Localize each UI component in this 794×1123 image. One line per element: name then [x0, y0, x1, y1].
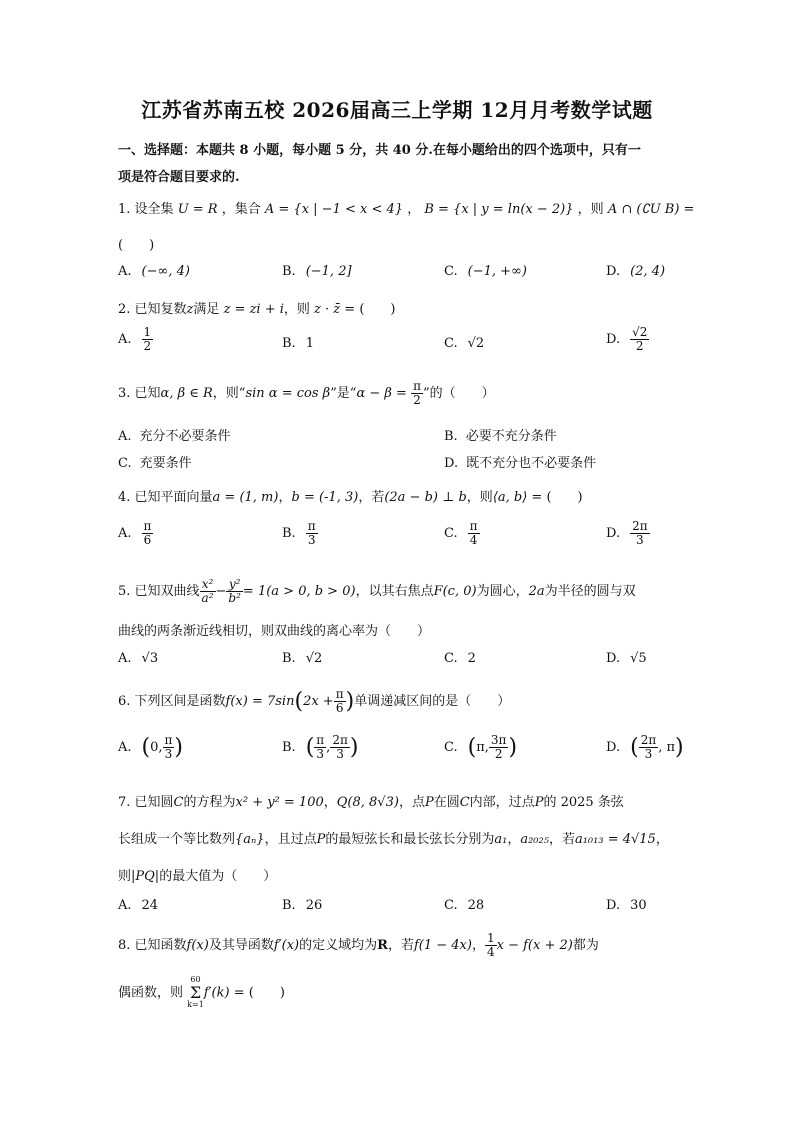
q4-option-a-letter: A. [118, 526, 132, 542]
q5-stem-line2: 曲线的两条渐近线相切，则双曲线的离心率为（ ） [118, 624, 431, 639]
question-7-stem-line3 [118, 865, 276, 884]
q4-option-d-num: 2π [632, 519, 648, 533]
q5-x-num: x² [200, 578, 216, 592]
q4-option-b[interactable] [282, 520, 318, 547]
q8-text-b: 及其导函数 [208, 938, 274, 954]
q5-hyperbola-rest: = 1(a > 0, b > 0) [242, 584, 356, 600]
q6-arg-left: 2x + [303, 694, 334, 710]
q8-text-a: 8. 已知函数 [118, 938, 187, 954]
q5-focus: F(c, 0) [433, 584, 477, 600]
q4-vector-a: a = (1, m) [212, 490, 279, 505]
q7-line2-c: 的最短弦长和最长弦长分别为 [325, 832, 495, 847]
q6-option-a-left: 0, [150, 740, 163, 756]
q8-sum-sigma: Σ [189, 982, 202, 1002]
q1-expression: A ∩ (∁U B) = [607, 202, 695, 217]
q4-text-b: ，若 [358, 490, 385, 505]
q2-text-a: 2. 已知复数 [118, 302, 187, 317]
question-8-stem-line2 [118, 976, 285, 1010]
q5-y-num: y² [226, 578, 243, 592]
page-title: 江苏省苏南五校 2026届高三上学期 12月月考数学试题 [141, 98, 653, 122]
q5-options [118, 651, 678, 691]
q8-sum-symbol [187, 976, 204, 1010]
q6-option-c-fraction [489, 734, 509, 761]
q2-option-d-fraction [630, 326, 649, 353]
q5-option-d-value: √5 [630, 651, 647, 666]
q1-mid1: ，集合 [221, 202, 261, 217]
q1-answer-blank: ( ) [118, 238, 155, 253]
q8-sum-top: 60 [190, 975, 201, 984]
q1-option-a-letter: A. [118, 264, 132, 279]
q6-arg-fraction [334, 688, 346, 715]
q8-sum-body: f′(k) = [203, 985, 245, 1001]
q4-option-d-letter: D. [606, 526, 621, 542]
q7-point-q: Q(8, 8√3) [336, 795, 399, 810]
q7-option-a-letter: A. [118, 898, 132, 913]
question-7-stem-line1 [118, 791, 624, 810]
q7-option-c[interactable] [444, 898, 484, 913]
q2-answer-blank: ( ) [359, 302, 396, 317]
q6-option-b-lparen: ( [305, 735, 315, 761]
q7-option-d-letter: D. [606, 898, 621, 913]
q6-option-d-den: 3 [644, 747, 653, 762]
q4-option-c-num: π [469, 519, 478, 533]
q8-sum-bottom: k=1 [187, 999, 204, 1009]
q2-option-c-value: √2 [467, 336, 485, 351]
q6-function: f(x) = 7sin [225, 694, 295, 710]
q1-option-c[interactable] [444, 264, 527, 279]
q2-option-b-value: 1 [305, 336, 314, 351]
q6-option-a-lparen: ( [141, 735, 151, 761]
q4-option-b-num: π [307, 519, 316, 533]
q6-option-a-num: π [164, 733, 173, 747]
q6-option-d-rparen: ) [675, 735, 684, 761]
q7-line3-b: 的最大值为（ ） [159, 869, 277, 884]
q3-option-d-letter: D. [444, 456, 459, 471]
q3-cond2-num: π [413, 379, 421, 393]
q6-option-c-left: π, [476, 740, 489, 756]
q3-option-c[interactable] [118, 452, 192, 471]
q6-option-b-num1: π [316, 733, 325, 747]
q4-comma: ， [278, 490, 292, 505]
q3-option-a-letter: A. [118, 429, 132, 444]
q6-option-d[interactable] [606, 734, 684, 761]
q2-text-b: 满足 [193, 302, 220, 317]
q8-comma: ， [471, 938, 485, 954]
q7-option-c-value: 28 [467, 898, 485, 913]
q6-right-paren: ) [345, 689, 355, 715]
q8-g1: f(1 − 4x) [413, 938, 472, 954]
q7-text-d: 在圆 [433, 795, 460, 810]
section-instruction-line2: 项是符合题目要求的. [118, 170, 240, 185]
q6-option-c-num: 3π [490, 733, 507, 747]
q5-option-d[interactable] [606, 651, 647, 666]
question-6-stem [118, 688, 510, 715]
q2-z: z [186, 302, 194, 317]
q3-cond2-fraction [411, 380, 423, 407]
q2-option-b[interactable] [282, 336, 314, 351]
q3-option-b[interactable] [444, 425, 557, 444]
q6-option-b-rparen: ) [349, 735, 359, 761]
q1-set-b: B = {x | y = ln(x − 2)} [424, 202, 574, 217]
q5-option-c-letter: C. [444, 651, 458, 666]
q7-text-a: 7. 已知圆 [118, 795, 174, 810]
q5-option-b-letter: B. [282, 651, 296, 666]
q5-option-b[interactable] [282, 651, 322, 666]
q8-fraction [485, 932, 497, 959]
q2-option-d[interactable] [606, 326, 649, 353]
q7-circle-c: C [173, 795, 184, 810]
q6-arg-den: 6 [335, 701, 344, 716]
q7-line2-b: ，且过点 [264, 832, 317, 847]
q7-a1: a₁ [494, 832, 508, 847]
q6-option-d-right: , π [658, 740, 676, 756]
q3-text-a: 3. 已知 [118, 386, 161, 402]
q7-option-b[interactable] [282, 898, 322, 913]
q7-a2025: a₂₀₂₅ [520, 832, 549, 847]
q6-option-a-rparen: ) [174, 735, 184, 761]
q5-y-den: b² [228, 591, 241, 606]
q7-text-f: 的 2025 条弦 [543, 795, 624, 810]
q3-cond1: sin α = cos β [245, 386, 331, 402]
q2-text-c: ，则 [283, 302, 310, 317]
q3-text-d: ”的（ ） [422, 386, 495, 402]
q3-cond2-left: α − β = [356, 386, 407, 402]
q7-comma: ， [323, 795, 337, 810]
q2-option-a[interactable] [118, 326, 153, 353]
q7-point-p-2: P [534, 795, 544, 810]
q4-condition: (2a − b) ⊥ b [384, 490, 467, 505]
q6-option-b-fraction1 [314, 734, 326, 761]
q2-option-a-letter: A. [118, 332, 132, 348]
q8-text-c: 的定义域均为 [299, 938, 378, 954]
question-1-stem [118, 198, 694, 217]
q5-radius: 2a [528, 584, 545, 600]
q6-option-c-letter: C. [444, 740, 458, 756]
q4-option-c-den: 4 [469, 533, 478, 548]
q8-f: f(x) [186, 938, 209, 954]
q4-option-d[interactable] [606, 520, 650, 547]
q6-option-b-den2: 3 [336, 747, 344, 762]
q1-option-a-value: (−∞, 4) [141, 264, 190, 279]
q3-text-b: ，则“ [212, 386, 246, 402]
q6-options [118, 733, 684, 774]
q1-mid2: ，则 [577, 202, 604, 217]
q5-text-b: ，以其右焦点 [355, 584, 434, 600]
q7-option-b-value: 26 [305, 898, 323, 913]
q7-option-d[interactable] [606, 898, 647, 913]
q3-option-d-value: 既不充分也不必要条件 [466, 456, 597, 471]
q1-option-c-value: (−1, +∞) [467, 264, 527, 279]
q6-option-b-fraction2 [330, 734, 350, 761]
q6-option-b-letter: B. [282, 740, 296, 756]
q3-option-c-letter: C. [118, 456, 132, 471]
q1-option-d[interactable] [606, 264, 665, 279]
q7-line2-d: ，若 [548, 832, 575, 847]
q1-prefix: 1. 设全集 [118, 202, 174, 217]
q3-option-c-value: 充要条件 [139, 456, 192, 471]
q2-expression: z · z̄ = [314, 302, 356, 317]
q5-x-den: a² [201, 591, 214, 606]
q4-option-b-fraction [306, 520, 318, 547]
q6-option-b-den1: 3 [316, 747, 325, 762]
q7-equation: x² + y² = 100 [235, 795, 324, 810]
q5-y-fraction [226, 578, 243, 605]
q6-text-a: 6. 下列区间是函数 [118, 694, 226, 710]
q7-option-c-letter: C. [444, 898, 458, 913]
q7-option-a-value: 24 [141, 898, 159, 913]
q2-option-d-den: 2 [635, 339, 644, 354]
q4-option-d-fraction [630, 520, 650, 547]
q3-text-c: ”是“ [330, 386, 357, 402]
q1-universal-set: U = R [177, 202, 218, 217]
q6-option-c-den: 2 [494, 747, 503, 762]
q6-option-c[interactable] [444, 734, 517, 761]
q2-option-b-letter: B. [282, 336, 296, 351]
question-2-stem [118, 298, 395, 317]
q2-option-d-num: √2 [632, 325, 648, 339]
q6-option-d-num: 2π [640, 733, 657, 747]
q6-option-a[interactable] [118, 734, 183, 761]
q5-text-c: 为圆心， [476, 584, 529, 600]
q5-x-fraction [200, 578, 216, 605]
q6-option-d-fraction [639, 734, 659, 761]
q8-reals: R [377, 938, 388, 954]
q4-option-a-fraction [142, 520, 154, 547]
q3-vars: α, β ∈ R [160, 386, 213, 402]
q5-minus: − [215, 584, 227, 600]
q4-option-b-den: 3 [307, 533, 316, 548]
question-5-stem-line1 [118, 578, 636, 605]
q7-point-p-3: P [316, 832, 326, 847]
q6-option-d-letter: D. [606, 740, 621, 756]
q4-option-a-num: π [143, 519, 152, 533]
question-3-stem [118, 380, 495, 407]
q6-text-b: 单调递减区间的是（ ） [354, 694, 511, 710]
q4-option-d-den: 3 [636, 533, 644, 548]
q4-option-c-fraction [468, 520, 480, 547]
q1-comma: ， [407, 202, 421, 217]
q6-left-paren: ( [294, 689, 304, 715]
q2-option-a-fraction [142, 326, 154, 353]
q6-option-c-lparen: ( [467, 735, 477, 761]
q2-option-d-letter: D. [606, 332, 621, 348]
q6-arg-num: π [335, 687, 344, 701]
q2-option-a-den: 2 [143, 339, 152, 354]
q4-options [118, 520, 678, 560]
q8-answer-blank: ( ) [248, 985, 285, 1001]
q4-option-a[interactable] [118, 520, 153, 547]
q3-option-a[interactable] [118, 425, 231, 444]
q4-option-b-letter: B. [282, 526, 296, 542]
q3-option-b-letter: B. [444, 429, 458, 444]
q8-line2-a: 偶函数，则 [118, 985, 184, 1001]
q1-set-a: A = {x | −1 < x < 4} [264, 202, 404, 217]
section-instruction-line1: 一、选择题：本题共 8 小题，每小题 5 分，共 40 分.在每小题给出的四个选项中，只有一 [118, 143, 641, 158]
q3-option-b-value: 必要不充分条件 [465, 429, 557, 444]
q5-text-a: 5. 已知双曲线 [118, 584, 200, 600]
q8-text-e: 都为 [572, 938, 599, 954]
q8-fprime: f′(x) [273, 938, 300, 954]
q7-option-a[interactable] [118, 898, 158, 913]
q8-g2: x − f(x + 2) [496, 938, 573, 954]
q1-option-b-letter: B. [282, 264, 296, 279]
q6-option-a-fraction [163, 734, 175, 761]
q1-option-c-letter: C. [444, 264, 458, 279]
q5-option-c-value: 2 [467, 651, 476, 666]
q8-frac-num: 1 [486, 931, 495, 945]
q7-line2-a: 长组成一个等比数列 [118, 832, 236, 847]
q7-text-c: ，点 [398, 795, 425, 810]
q7-option-b-letter: B. [282, 898, 296, 913]
q4-expression: ⟨a, b⟩ = [492, 490, 543, 505]
q7-circle-c-2: C [459, 795, 470, 810]
q6-option-a-den: 3 [164, 747, 173, 762]
q7-text-e: 内部，过点 [469, 795, 535, 810]
q6-option-b-num2: 2π [332, 733, 348, 747]
question-7-stem-line2: 长组成一个等比数列{aₙ}，且过点P的最短弦长和最长弦长分别为a₁，a₂₀₂₅，若a₁₀₁₃ = 4√15， [118, 832, 669, 847]
q3-cond2-den: 2 [413, 393, 421, 408]
q4-option-a-den: 6 [143, 533, 152, 548]
q2-option-c-letter: C. [444, 336, 458, 351]
q4-vector-b: b = (-1, 3) [291, 490, 359, 505]
q1-option-d-value: (2, 4) [630, 264, 666, 279]
q7-line3-a: 则 [118, 869, 132, 884]
q7-text-b: 的方程为 [183, 795, 236, 810]
q2-equation: z = zi + i [223, 302, 284, 317]
q5-option-a[interactable] [118, 651, 158, 666]
q6-option-b[interactable]: B. ( $\frac{\pi}{3}$ , $\frac{2\pi}{3}$ ) [282, 733, 359, 762]
q5-option-b-value: √2 [305, 651, 323, 666]
question-8-stem-line1 [118, 932, 599, 959]
q5-option-a-letter: A. [118, 651, 132, 666]
q4-option-c[interactable] [444, 520, 480, 547]
q7-sequence: {aₙ} [235, 832, 265, 847]
q5-option-d-letter: D. [606, 651, 621, 666]
q2-option-a-num: 1 [143, 325, 152, 339]
q2-options [118, 326, 678, 366]
q7-point-p: P [424, 795, 434, 810]
q1-option-b-value: (−1, 2] [305, 264, 352, 279]
q8-frac-den: 4 [486, 945, 495, 960]
q4-text-c: ，则 [466, 490, 493, 505]
q6-option-d-lparen: ( [630, 735, 639, 761]
q6-option-a-letter: A. [118, 740, 132, 756]
q1-option-b[interactable] [282, 264, 352, 279]
q5-option-c[interactable] [444, 651, 476, 666]
q3-option-a-value: 充分不必要条件 [139, 429, 231, 444]
q5-option-a-value: √3 [141, 651, 159, 666]
q7-condition: a₁₀₁₃ = 4√15 [574, 832, 656, 847]
q2-option-c[interactable] [444, 336, 484, 351]
q8-text-d: ，若 [387, 938, 414, 954]
q4-option-c-letter: C. [444, 526, 458, 542]
q3-option-d[interactable] [444, 452, 596, 471]
q7-option-d-value: 30 [630, 898, 647, 913]
q4-answer-blank: ( ) [546, 490, 583, 505]
q1-option-a[interactable] [118, 264, 190, 279]
q5-text-d: 为半径的圆与双 [544, 584, 636, 600]
q6-option-c-rparen: ) [508, 735, 518, 761]
q7-pq: |PQ| [131, 869, 160, 884]
q4-text-a: 4. 已知平面向量 [118, 490, 213, 505]
question-4-stem [118, 486, 583, 505]
q1-option-d-letter: D. [606, 264, 621, 279]
